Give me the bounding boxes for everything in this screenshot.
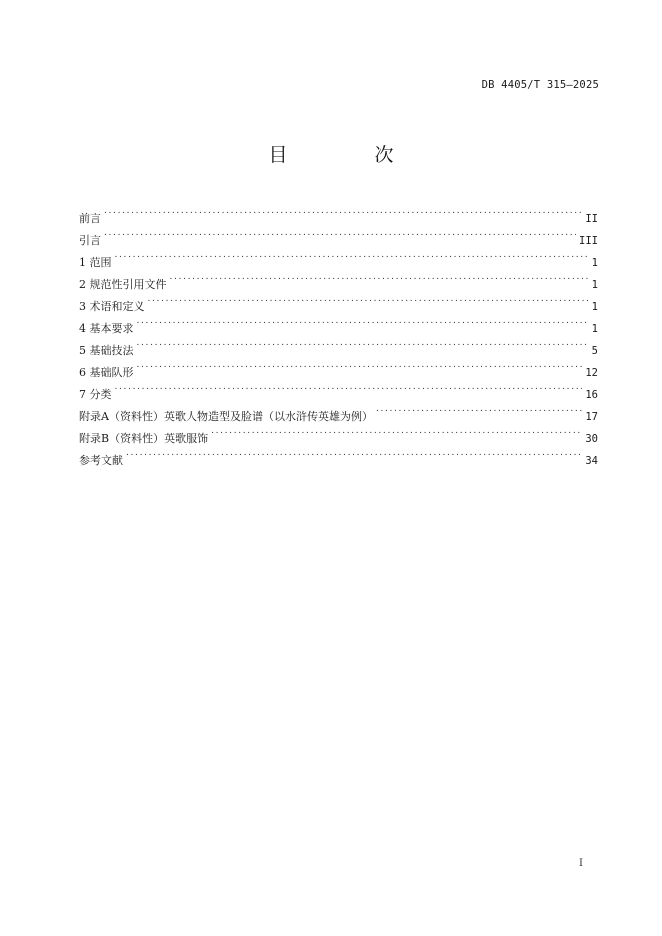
toc-entry-label: 2 规范性引用文件 <box>79 278 167 291</box>
toc-leader-dots <box>137 310 589 332</box>
toc-leader-dots <box>126 442 582 464</box>
toc-entry-basic-formations[interactable] <box>79 354 598 379</box>
toc-entry-normative-references[interactable] <box>79 266 598 291</box>
toc-entry-label: 附录A（资料性）英歌人物造型及脸谱（以水浒传英雄为例） <box>79 410 373 423</box>
toc-entry-label: 7 分类 <box>79 388 112 401</box>
toc-leader-dots <box>211 420 582 442</box>
toc-leader-dots <box>170 266 589 288</box>
toc-leader-dots <box>104 200 582 222</box>
toc-entry-page: 34 <box>585 455 598 467</box>
toc-entry-label: 1 范围 <box>79 256 112 269</box>
standard-code: DB 4405/T 315—2025 <box>481 79 599 91</box>
toc-entry-scope[interactable] <box>79 244 598 269</box>
toc-entry-label: 3 术语和定义 <box>79 300 145 313</box>
toc-leader-dots <box>376 398 582 420</box>
toc-entry-terms-definitions[interactable] <box>79 288 598 313</box>
toc-entry-page: II <box>585 213 598 225</box>
toc-entry-foreword[interactable] <box>79 200 598 225</box>
toc-entry-basic-techniques[interactable] <box>79 332 598 357</box>
toc-leader-dots <box>115 244 589 266</box>
toc-leader-dots <box>104 222 576 244</box>
toc-entry-page: 1 <box>591 279 598 291</box>
toc-entry-bibliography[interactable] <box>79 442 598 467</box>
toc-entry-page: 1 <box>591 323 598 335</box>
toc-title: 目 次 <box>268 144 428 166</box>
toc-entry-label: 4 基本要求 <box>79 322 134 335</box>
toc-entry-label: 前言 <box>79 212 101 225</box>
toc-entry-label: 附录B（资料性）英歌服饰 <box>79 432 209 445</box>
toc-entry-page: 1 <box>591 301 598 313</box>
toc-entry-page: 17 <box>585 411 598 423</box>
toc-entry-introduction[interactable] <box>79 222 598 247</box>
toc-leader-dots <box>137 332 589 354</box>
table-of-contents <box>79 200 598 467</box>
toc-entry-classification[interactable] <box>79 376 598 401</box>
toc-entry-page: 5 <box>591 345 598 357</box>
toc-entry-page: 30 <box>585 433 598 445</box>
toc-entry-label: 5 基础技法 <box>79 344 134 357</box>
toc-leader-dots <box>115 376 583 398</box>
toc-entry-appendix-a[interactable] <box>79 398 598 423</box>
toc-leader-dots <box>137 354 583 376</box>
toc-entry-label: 参考文献 <box>79 454 123 467</box>
toc-entry-label: 引言 <box>79 234 101 247</box>
toc-entry-label: 6 基础队形 <box>79 366 134 379</box>
toc-leader-dots <box>148 288 589 310</box>
toc-entry-page: 1 <box>591 257 598 269</box>
toc-entry-page: 16 <box>585 389 598 401</box>
toc-entry-basic-requirements[interactable] <box>79 310 598 335</box>
toc-entry-page: III <box>579 235 598 247</box>
page-number: I <box>579 858 583 869</box>
toc-entry-page: 12 <box>585 367 598 379</box>
